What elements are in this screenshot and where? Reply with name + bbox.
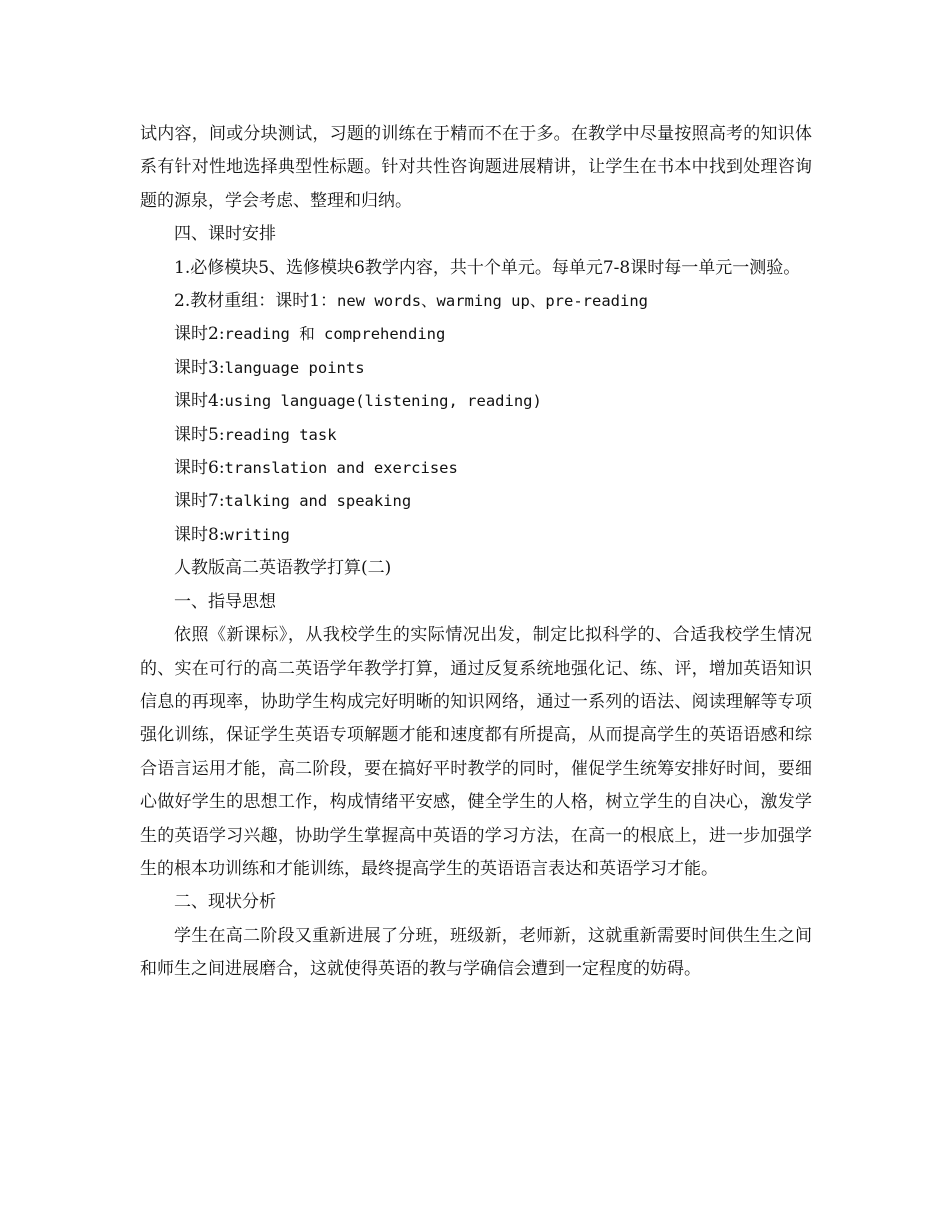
lesson-label: 课时7: [174,491,225,512]
lesson-text: using language(listening, reading) [224,392,542,411]
lesson-line [140,452,812,485]
lesson-line [140,485,812,518]
lesson-line [140,352,812,385]
lesson-label: 课时2: [174,324,225,345]
lesson-label: 课时5: [174,424,225,445]
heading-guiding-thought: 一、指导思想 [174,591,276,612]
lesson-label: 课时4: [174,391,225,412]
regroup-lesson1-text: new words、warming up、pre-reading [337,292,649,311]
lesson-text: writing [224,525,290,544]
lesson-label: 课时6: [174,458,225,479]
heading-lesson-arrangement: 四、课时安排 [174,224,276,245]
regroup-label: 2.教材重组：课时1： [174,291,338,312]
lesson-line [140,318,812,351]
lesson-text: translation and exercises [224,459,458,478]
lesson-text: language points [224,358,365,377]
lesson-line [140,419,812,452]
list-item-modules: 1.必修模块5、选修模块6教学内容，共十个单元。每单元7-8课时每一单元一测验。 [174,257,801,278]
lesson-line [140,519,812,552]
paragraph-guiding-thought: 依照《新课标》，从我校学生的实际情况出发，制定比拟科学的、合适我校学生情况的、实在可行的高二英语学年教学打算，通过反复系统地强化记、练、评，增加英语知识信息的再现率，协助学生构成完好明晰的知识网络，通过一系列的语法、阅读理解等专项强化训练，保证学生英语专项解题才能和速度都有所提高，从而提高学生的英语语感和综合语言运用才能，高二阶段，要在搞好平时教学的同时，催促学生统筹安排好时间，要细心做好学生的思想工作，构成情绪平安感，健全学生的人格，树立学生的自决心，激发学生的英语学习兴趣，协助学生掌握高中英语的学习方法，在高一的根底上，进一步加强学生的根本功训练和才能训练，最终提高学生的英语语言表达和英语学习才能。 [140,625,812,879]
heading-status-analysis: 二、现状分析 [174,892,276,913]
lesson-text: talking and speaking [224,492,412,511]
paragraph-status-analysis: 学生在高二阶段又重新进展了分班，班级新，老师新，这就重新需要时间供生生之间和师生之间进展磨合，这就使得英语的教与学确信会遭到一定程度的妨碍。 [140,925,812,980]
lesson-text: reading task [224,425,337,444]
section-title: 人教版高二英语教学打算(二) [174,558,392,579]
document-page [140,118,812,987]
paragraph-test-content: 试内容，间或分块测试，习题的训练在于精而不在于多。在教学中尽量按照高考的知识体系有针对性地选择典型性标题。针对共性咨询题进展精讲，让学生在书本中找到处理咨询题的源泉，学会考虑、整理和归纳。 [140,124,812,211]
lesson-line [140,385,812,418]
list-item-textbook-regroup [140,285,812,318]
lesson-label: 课时3: [174,357,225,378]
lesson-text: reading 和 comprehending [224,325,446,344]
lesson-label: 课时8: [174,524,225,545]
